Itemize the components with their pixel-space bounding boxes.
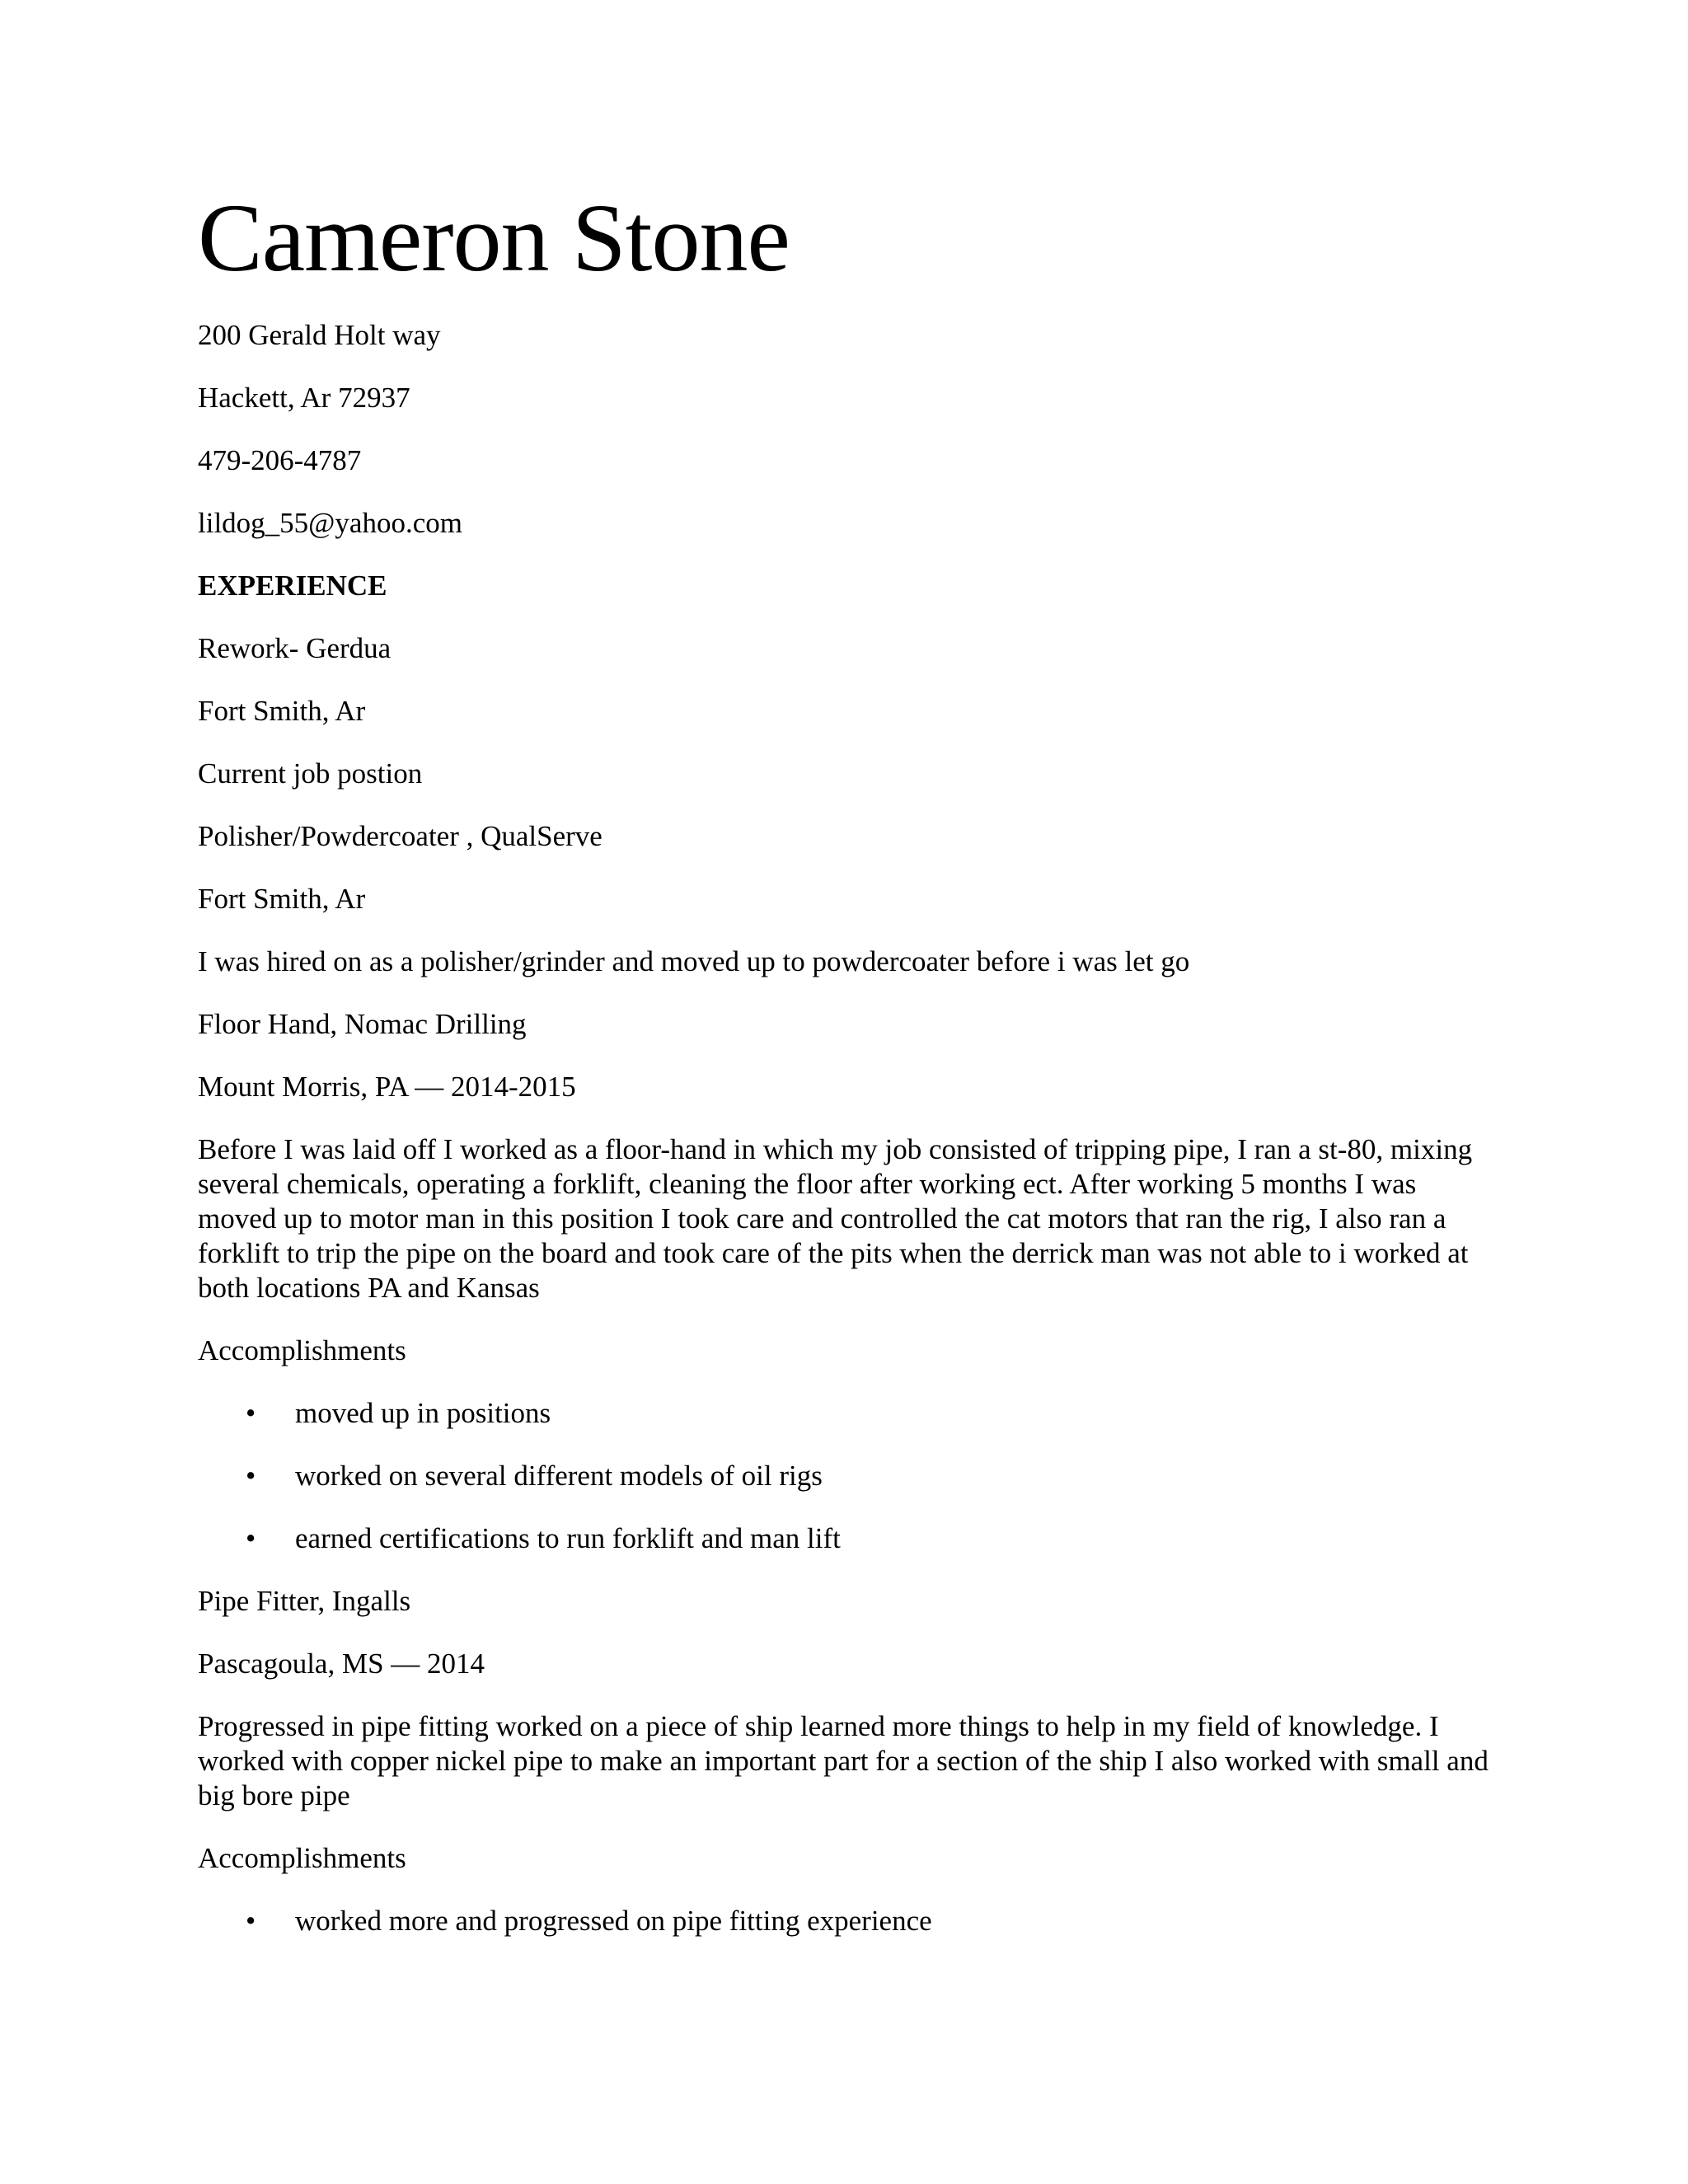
phone-number: 479-206-4787 <box>198 444 362 476</box>
accomplishments-label: Accomplishments <box>198 1334 406 1366</box>
job-title: Polisher/Powdercoater , QualServe <box>198 820 603 852</box>
bullet-icon: • <box>246 1460 256 1492</box>
job-note: Current job postion <box>198 757 423 790</box>
resume-content <box>198 184 1500 1966</box>
accomplishments-label: Accomplishments <box>198 1842 406 1874</box>
bullet-icon: • <box>246 1522 256 1554</box>
job-location: Fort Smith, Ar <box>198 695 366 727</box>
address-line-1: 200 Gerald Holt way <box>198 319 441 351</box>
job-title: Pipe Fitter, Ingalls <box>198 1585 411 1617</box>
job-location: Pascagoula, MS — 2014 <box>198 1647 485 1680</box>
list-item-text: worked more and progressed on pipe fitting experience <box>295 1905 932 1937</box>
experience-heading: EXPERIENCE <box>198 569 387 602</box>
job-description: Progressed in pipe fitting worked on a piece of ship learned more things to help in my field of knowledge. I worked with copper nickel pipe to make an important part for a section of the ship I also worked with small and big bore pipe <box>198 1710 1489 1811</box>
list-item <box>198 1396 1500 1431</box>
list-item <box>198 1521 1500 1556</box>
list-item-text: moved up in positions <box>295 1397 551 1429</box>
accomplishments-list <box>198 1396 1500 1556</box>
resume-name: Cameron Stone <box>198 184 790 292</box>
bullet-icon: • <box>246 1397 256 1429</box>
address-line-2: Hackett, Ar 72937 <box>198 382 410 414</box>
job-description: Before I was laid off I worked as a floor-hand in which my job consisted of tripping pipe, I ran a st-80, mixing several chemicals, operating a forklift, cleaning the floor after working ect. After working 5 months I was moved up to motor man in this position I took care and controlled the cat motors that ran the rig, I also ran a forklift to trip the pipe on the board and took care of the pits when the derrick man was not able to i worked at both locations PA and Kansas <box>198 1133 1473 1304</box>
list-item <box>198 1459 1500 1493</box>
job-title: Rework- Gerdua <box>198 632 392 664</box>
job-location: Fort Smith, Ar <box>198 883 366 915</box>
job-location: Mount Morris, PA — 2014-2015 <box>198 1071 576 1103</box>
job-description: I was hired on as a polisher/grinder and moved up to powdercoater before i was let go <box>198 945 1190 977</box>
accomplishments-list <box>198 1904 1500 1938</box>
list-item <box>198 1904 1500 1938</box>
bullet-icon: • <box>246 1905 256 1937</box>
list-item-text: worked on several different models of oil rigs <box>295 1460 823 1492</box>
list-item-text: earned certifications to run forklift and man lift <box>295 1522 841 1554</box>
job-title: Floor Hand, Nomac Drilling <box>198 1008 527 1040</box>
email-address: lildog_55@yahoo.com <box>198 507 462 539</box>
